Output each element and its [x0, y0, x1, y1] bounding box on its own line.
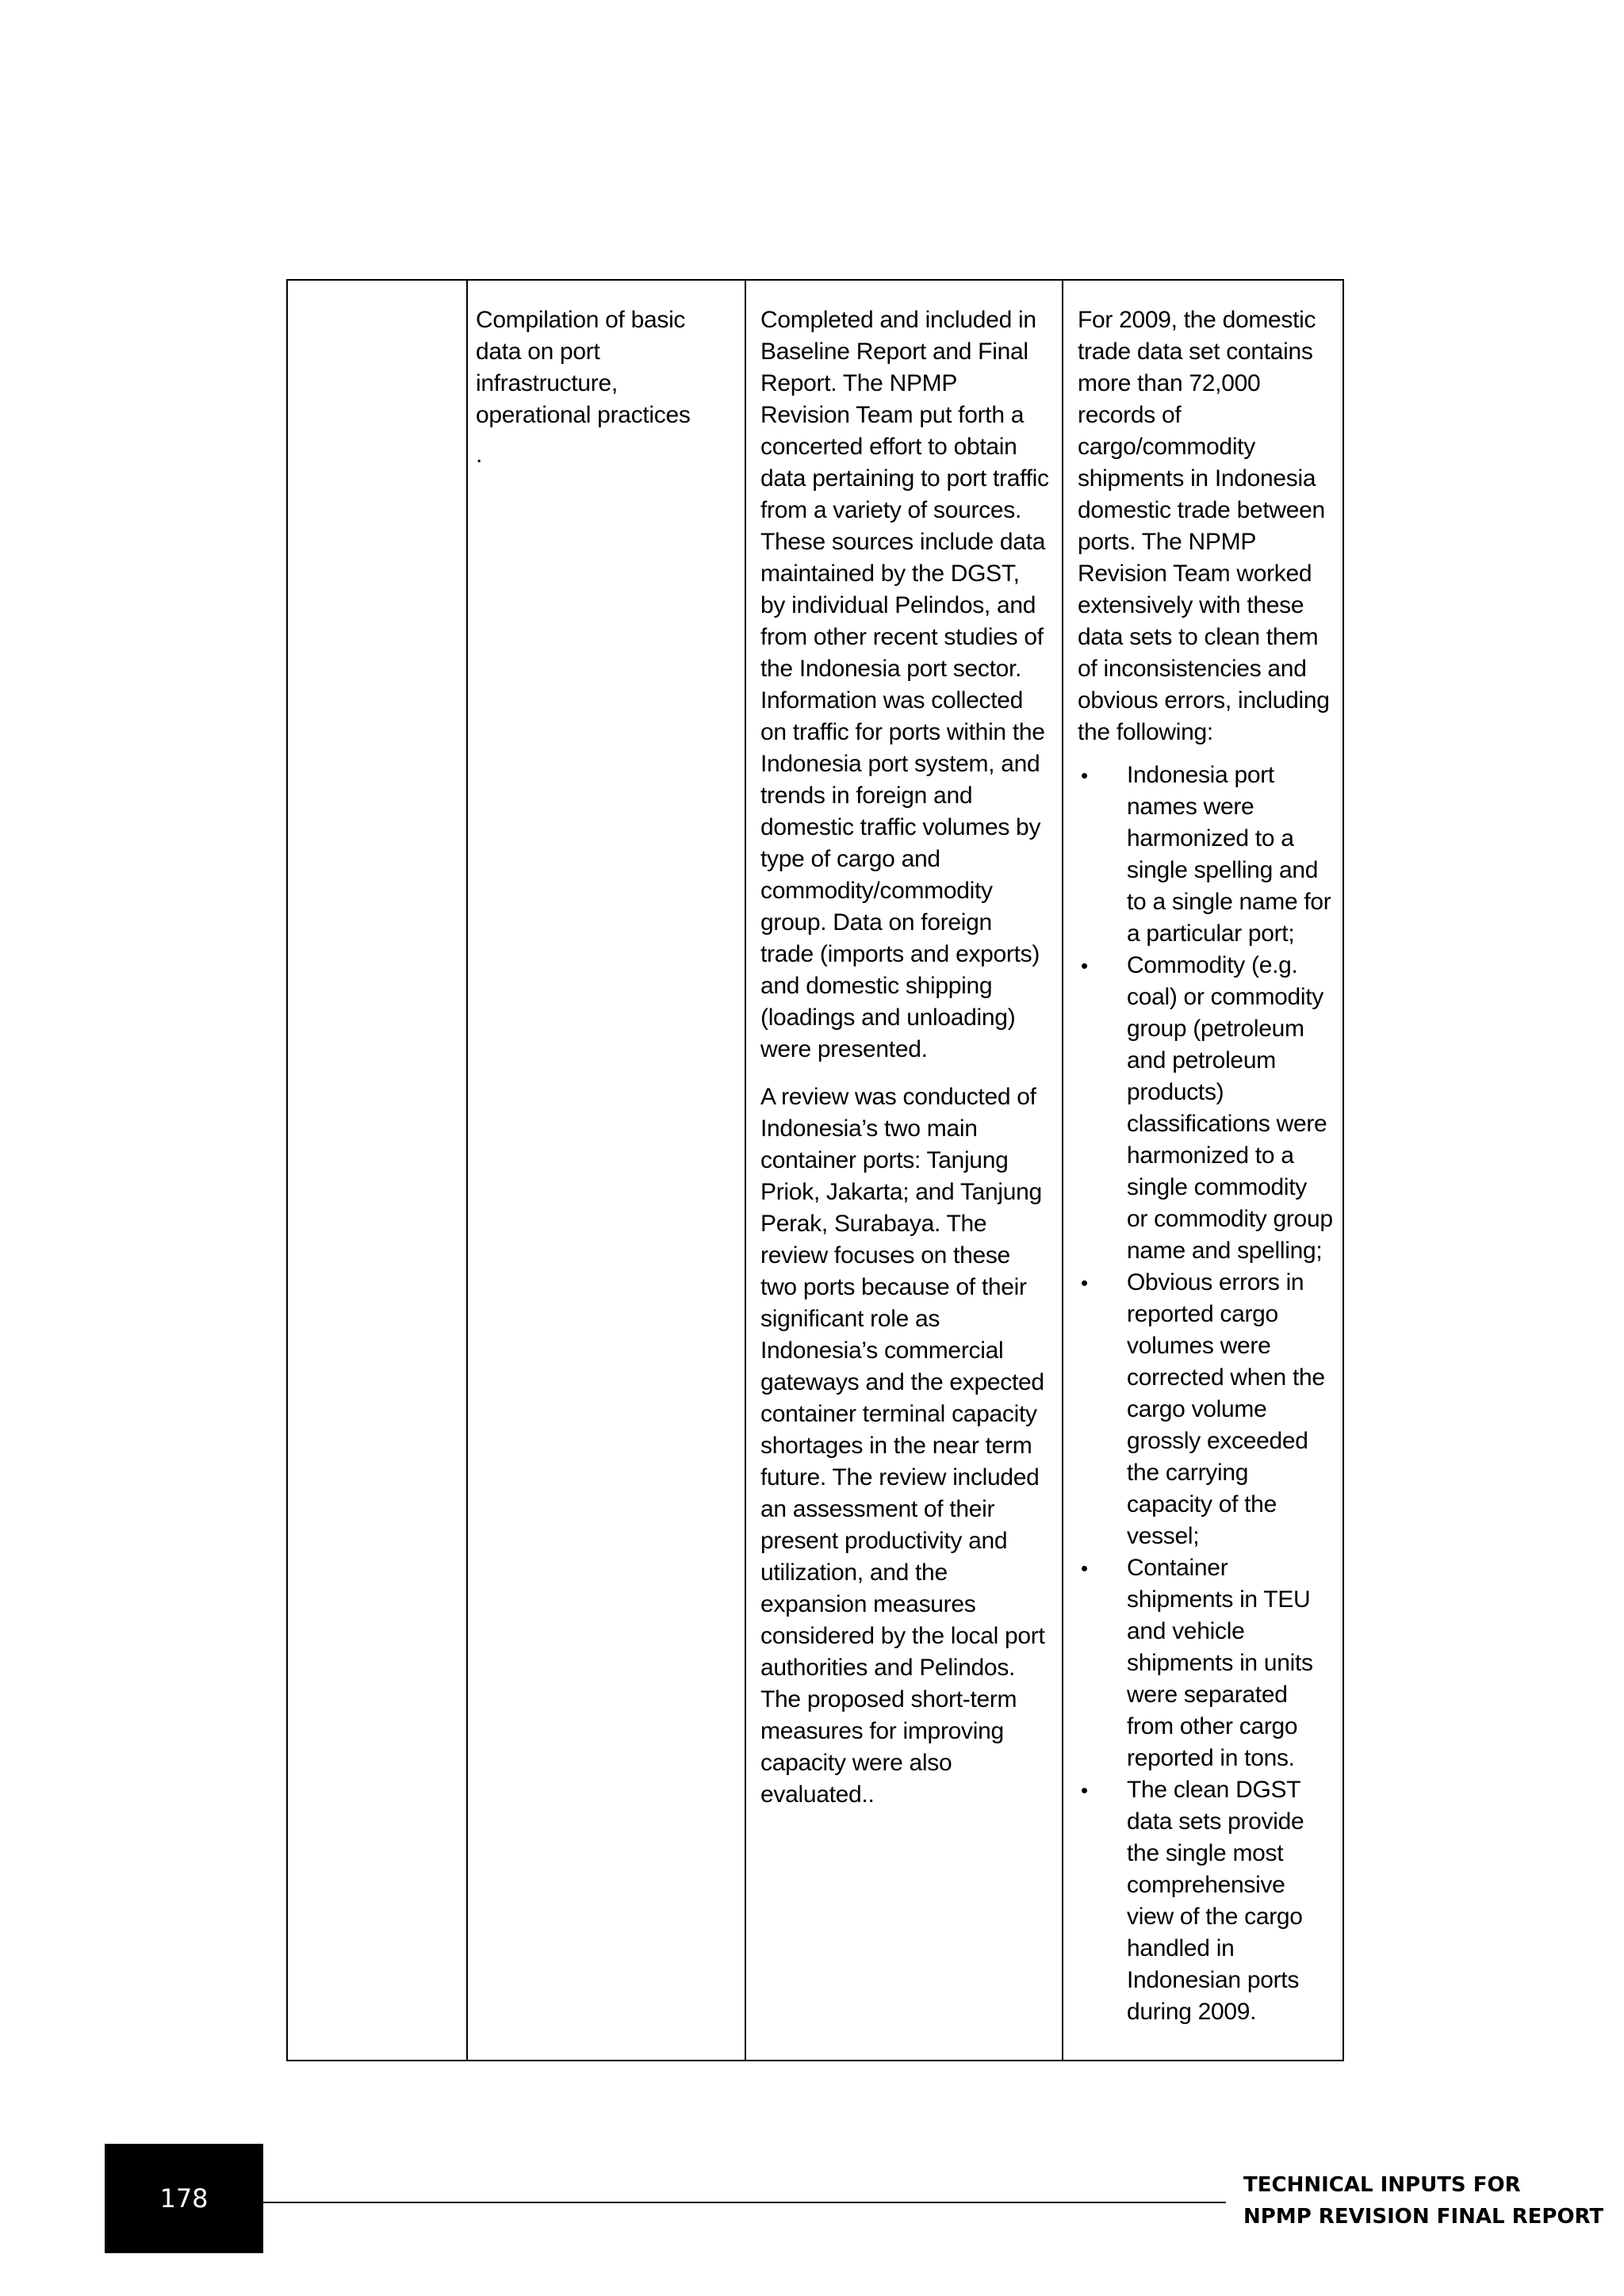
footer-title-line-1: TECHNICAL INPUTS FOR: [1243, 2173, 1521, 2197]
page-number: 178: [159, 2183, 209, 2214]
list-item: [1078, 760, 1333, 950]
document-table: [286, 279, 1344, 2061]
bullet-icon: •: [1081, 954, 1088, 978]
bullet-icon: •: [1081, 1556, 1088, 1580]
activity-text: Compilation of basic data on port infrastructure, operational practices: [476, 307, 691, 428]
footer-title-line-2: NPMP REVISION FINAL REPORT: [1243, 2205, 1604, 2229]
bullet-text: The clean DGST data sets provide the single most comprehensive view of the cargo handled in Indonesian ports during 2009.: [1127, 1777, 1304, 2025]
list-item: [1078, 1552, 1333, 1774]
bullet-text: Commodity (e.g. coal) or commodity group (petroleum and petroleum products) classifications were harmonized to a single commodity or commodity group name and spelling;: [1127, 952, 1333, 1264]
bullet-text: Container shipments in TEU and vehicle shipments in units were separated from other cargo reported in tons.: [1127, 1555, 1313, 1771]
notes-intro: For 2009, the domestic trade data set contains more than 72,000 records of cargo/commodity shipments in Indonesia domestic trade between ports. The NPMP Revision Team worked extensively with these data sets to clean them of inconsistencies and obvious errors, including the following:: [1078, 307, 1330, 745]
list-item: [1078, 950, 1333, 1267]
status-paragraph-2: A review was conducted of Indonesia’s two main container ports: Tanjung Priok, Jakarta; and Tanjung Perak, Surabaya. The review focuses on these two ports because of their significant role as Indonesia’s commercial gateways and the expected container terminal capacity shortages in the near term future. The review included an assessment of their present productivity and utilization, and the expansion measures considered by the local port authorities and Pelindos. The proposed short-term measures for improving capacity were also evaluated..: [760, 1084, 1045, 1808]
bullet-text: Indonesia port names were harmonized to a single spelling and to a single name for a particular port;: [1127, 762, 1331, 947]
footer-divider: [263, 2202, 1226, 2203]
page-number-box: [105, 2144, 263, 2253]
status-paragraph-1: Completed and included in Baseline Report and Final Report. The NPMP Revision Team put forth a concerted effort to obtain data pertaining to port traffic from a variety of sources. These sources include data maintained by the DGST, by individual Pelindos, and from other recent studies of the Indonesia port sector. Information was collected on traffic for ports within the Indonesia port system, and trends in foreign and domestic traffic volumes by type of cargo and commodity/commodity group. Data on foreign trade (imports and exports) and domestic shipping (loadings and unloading) were presented.: [760, 307, 1049, 1062]
table-cell-activity: [468, 281, 746, 2060]
list-item: [1078, 1774, 1333, 2028]
list-item: [1078, 1267, 1333, 1552]
notes-bullet-list: [1078, 760, 1333, 2028]
bullet-icon: •: [1081, 1271, 1088, 1295]
table-cell-status: [746, 281, 1063, 2060]
bullet-text: Obvious errors in reported cargo volumes were corrected when the cargo volume grossly exceeded the carrying capacity of the vessel;: [1127, 1269, 1325, 1549]
table-cell-empty: [288, 281, 468, 2060]
footer-report-title: [1243, 2169, 1603, 2233]
table-cell-notes: [1063, 281, 1342, 2060]
bullet-icon: •: [1081, 1778, 1088, 1802]
activity-dot: .: [476, 442, 483, 468]
bullet-icon: •: [1081, 763, 1088, 787]
